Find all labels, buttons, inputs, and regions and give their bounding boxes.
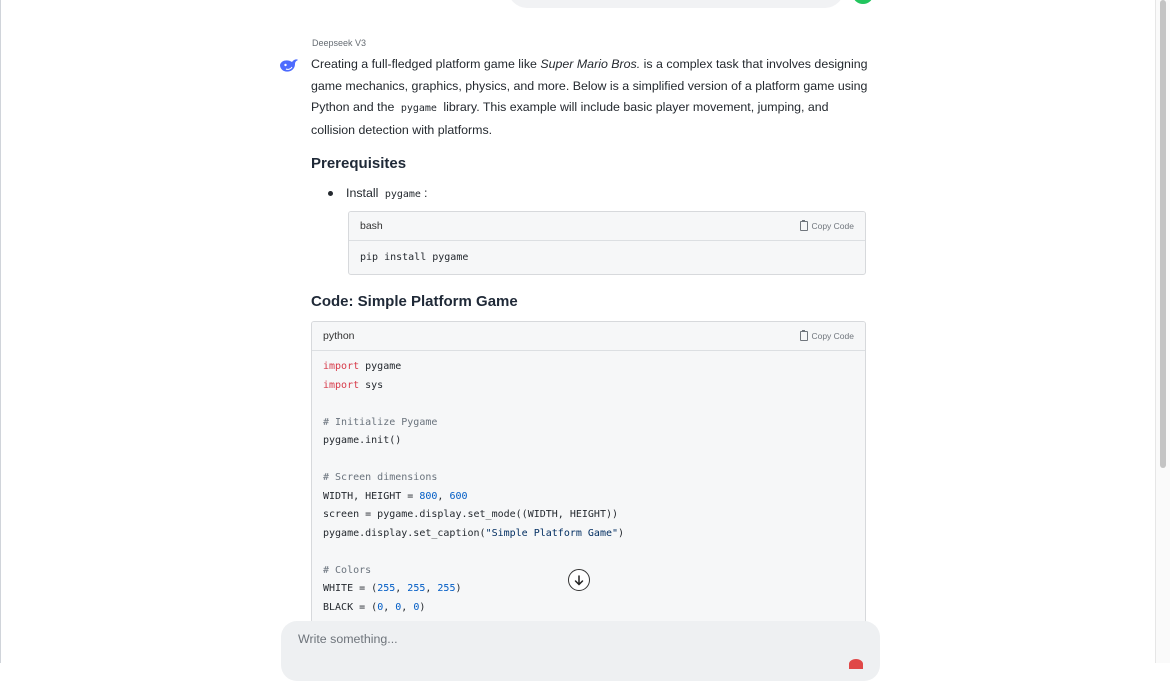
copy-code-button[interactable]: Copy Code [800, 331, 854, 341]
code-line [323, 525, 854, 544]
code-token: pygame.init() [323, 435, 402, 446]
code-content: pip install pygame [360, 252, 469, 263]
code-line [323, 543, 854, 562]
list-item: Install pygame : [328, 186, 427, 200]
send-icon[interactable] [849, 659, 863, 669]
whale-icon [278, 56, 300, 76]
scrollbar-thumb[interactable] [1160, 0, 1166, 468]
code-token: , [401, 601, 414, 613]
code-header [349, 212, 865, 241]
code-header [312, 322, 865, 351]
code-line [323, 358, 854, 377]
code-token: , [383, 601, 396, 613]
code-line [323, 451, 854, 470]
code-token: , [425, 583, 438, 594]
inline-code: pygame [400, 103, 437, 115]
assistant-intro: Creating a full-fledged platform game like Super Mario Bros. is a complex task that involves designing game mechanics, graphics, physics, and more. Below is a simplified version of a platform game using Python and the pygame library. This example will include basic player movement, jumping, and collision detection with platforms. [311, 57, 868, 137]
code-line [323, 432, 854, 451]
code-token: pygame [359, 361, 402, 372]
code-token: , [437, 490, 450, 502]
code-token: 800 [419, 490, 438, 502]
code-token: 0 [413, 601, 420, 613]
code-line [323, 469, 854, 488]
code-token: "Simple Platform Game" [485, 527, 619, 539]
code-token: 0 [395, 601, 402, 613]
clipboard-icon [800, 331, 808, 341]
code-token: 255 [437, 583, 456, 594]
python-code-block [311, 321, 866, 653]
message-composer [281, 621, 880, 681]
code-token: BLACK = ( [323, 601, 378, 613]
code-language: bash [360, 220, 383, 232]
code-token: , [395, 583, 408, 594]
window-border [0, 0, 1, 663]
code-token: # Initialize Pygame [323, 416, 438, 428]
bash-code-block [348, 211, 866, 275]
code-token: 255 [377, 583, 396, 594]
code-token: sys [359, 379, 384, 391]
code-token: import [323, 361, 360, 372]
prerequisites-heading: Prerequisites [311, 155, 407, 172]
user-message-bubble [508, 0, 844, 8]
code-token: ) [419, 601, 426, 613]
code-token: 600 [449, 490, 468, 502]
code-token: ) [455, 583, 462, 594]
code-token: WHITE = ( [323, 583, 378, 594]
user-avatar [853, 0, 873, 4]
clipboard-icon [800, 221, 808, 231]
code-line [323, 488, 854, 507]
code-language: python [323, 330, 355, 342]
message-input[interactable] [296, 631, 820, 647]
code-line [323, 414, 854, 433]
model-name: Deepseek V3 [312, 38, 367, 48]
code-line [323, 377, 854, 396]
code-heading: Code: Simple Platform Game [311, 293, 518, 310]
arrow-down-icon [574, 575, 584, 586]
scrollbar[interactable] [1155, 0, 1170, 663]
code-token: # Screen dimensions [323, 472, 438, 483]
code-token: 0 [377, 601, 384, 613]
bullet-icon [328, 191, 333, 196]
code-token: # Colors [323, 564, 372, 576]
code-token: screen = pygame.display.set_mode((WIDTH, HEIGHT)) [323, 509, 619, 520]
code-token: WIDTH, HEIGHT = [323, 490, 420, 502]
code-token: import [323, 379, 360, 391]
scroll-down-button[interactable] [568, 569, 590, 591]
code-token: ) [618, 527, 625, 539]
code-line [323, 506, 854, 525]
code-token: pygame.display.set_caption( [323, 527, 486, 539]
code-line [323, 395, 854, 414]
copy-code-button[interactable]: Copy Code [800, 221, 854, 231]
code-token: 255 [407, 583, 426, 594]
inline-code: pygame [384, 189, 421, 200]
code-line [323, 599, 854, 618]
